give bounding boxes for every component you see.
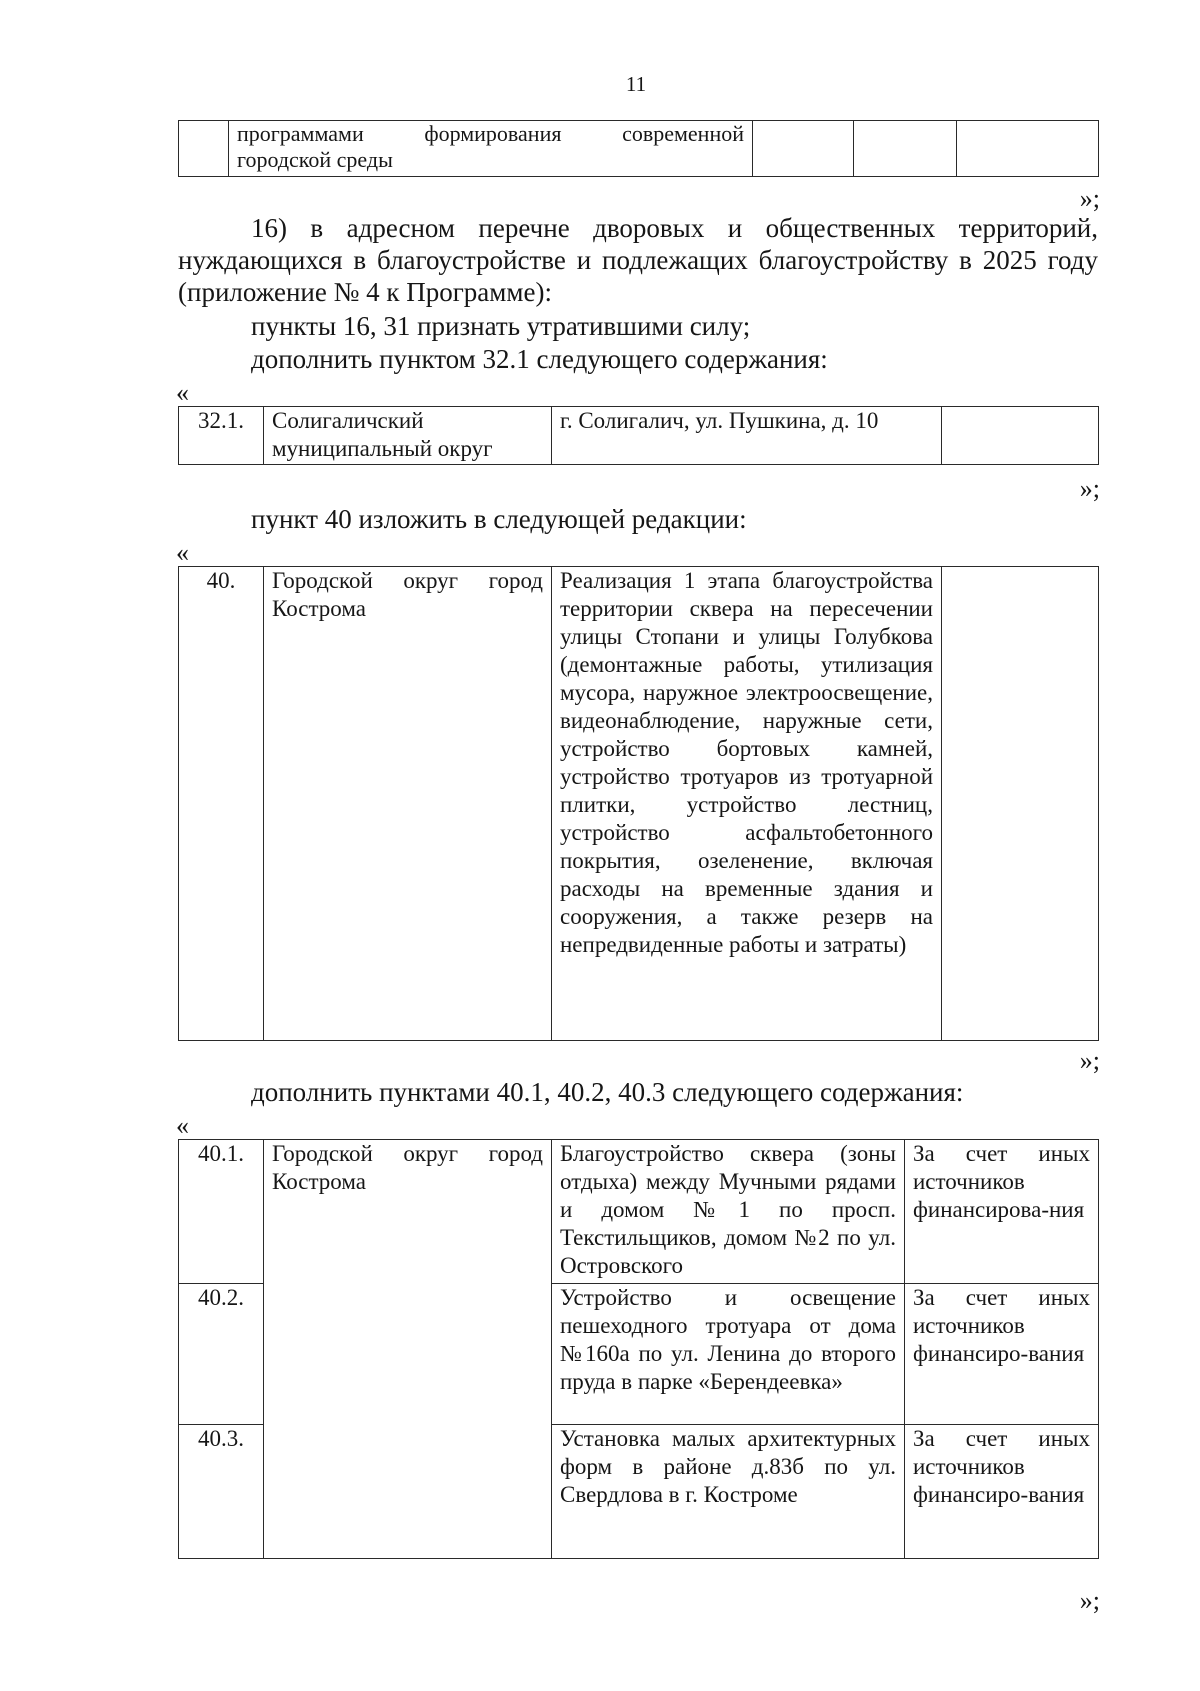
top-table-text-line1: программами формирования современной: [237, 121, 744, 146]
row-description: Устройство и освещение пешеходного тротуара от дома №160а по ул. Ленина до второго пруда в парке «Берендеевка»: [552, 1284, 905, 1425]
closing-quote: »;: [1079, 474, 1100, 503]
top-table-text-line2: городской среды: [237, 147, 393, 172]
row-funding: [942, 407, 1099, 465]
page-number: 11: [625, 72, 647, 96]
row-num: 40.3.: [179, 1425, 264, 1559]
top-table-cell-empty: [854, 121, 957, 177]
row-funding: За счет иных источников финансиро-вания: [905, 1425, 1099, 1559]
table-rows-40x: [178, 1139, 1099, 1559]
top-table-cell-empty: [179, 121, 229, 177]
opening-quote: «: [176, 1111, 189, 1140]
row-district: Городской округ город Кострома: [264, 1140, 552, 1559]
row-num: 32.1.: [179, 407, 264, 465]
row-district: Солигаличский муниципальный округ: [264, 407, 552, 465]
row-description: Установка малых архитектурных форм в районе д.83б по ул. Свердлова в г. Костроме: [552, 1425, 905, 1559]
top-table-cell-empty: [957, 121, 1099, 177]
item-16-paragraph: 16) в адресном перечне дворовых и общественных территорий, нуждающихся в благоустройстве и подлежащих благоустройству в 2025 году (приложение № 4 к Программе):: [178, 213, 1098, 307]
closing-quote: »;: [1079, 184, 1100, 213]
row-funding: За счет иных источников финансирова-ния: [905, 1140, 1099, 1284]
row-description: Благоустройство сквера (зоны отдыха) между Мучными рядами и домом №1 по просп. Текстильщиков, домом №2 по ул. Островского: [552, 1140, 905, 1284]
add-32-1-line: дополнить пунктом 32.1 следующего содержания:: [251, 344, 828, 374]
closing-quote: »;: [1079, 1046, 1100, 1075]
row-funding: За счет иных источников финансиро-вания: [905, 1284, 1099, 1425]
top-table: [178, 120, 1099, 177]
table-row-32-1: [178, 406, 1099, 465]
top-table-cell-empty: [753, 121, 854, 177]
opening-quote: «: [176, 378, 189, 407]
closing-quote: »;: [1079, 1586, 1100, 1615]
row-funding: [942, 567, 1099, 1041]
row-num: 40.: [179, 567, 264, 1041]
table-row-40: [178, 566, 1099, 1041]
opening-quote: «: [176, 538, 189, 567]
invalidate-line: пункты 16, 31 признать утратившими силу;: [251, 311, 751, 341]
table-row: [179, 1140, 1099, 1284]
row-address: г. Солигалич, ул. Пушкина, д. 10: [552, 407, 942, 465]
add-40x-line: дополнить пунктами 40.1, 40.2, 40.3 следующего содержания:: [251, 1077, 964, 1107]
row-description: Реализация 1 этапа благоустройства территории сквера на пересечении улицы Стопани и улицы Голубкова (демонтажные работы, утилизация мусора, наружное электроосвещение, видеонаблюдение, наружные сети, устройство бортовых камней, устройство тротуаров из тротуарной плитки, устройство лестниц, устройство асфальтобетонного покрытия, озеленение, включая расходы на временные здания и сооружения, а также резерв на непредвиденные работы и затраты): [552, 567, 942, 1041]
item-40-line: пункт 40 изложить в следующей редакции:: [251, 504, 747, 534]
row-num: 40.2.: [179, 1284, 264, 1425]
top-table-cell-text: [229, 121, 753, 177]
row-num: 40.1.: [179, 1140, 264, 1284]
row-district: Городской округ город Кострома: [264, 567, 552, 1041]
